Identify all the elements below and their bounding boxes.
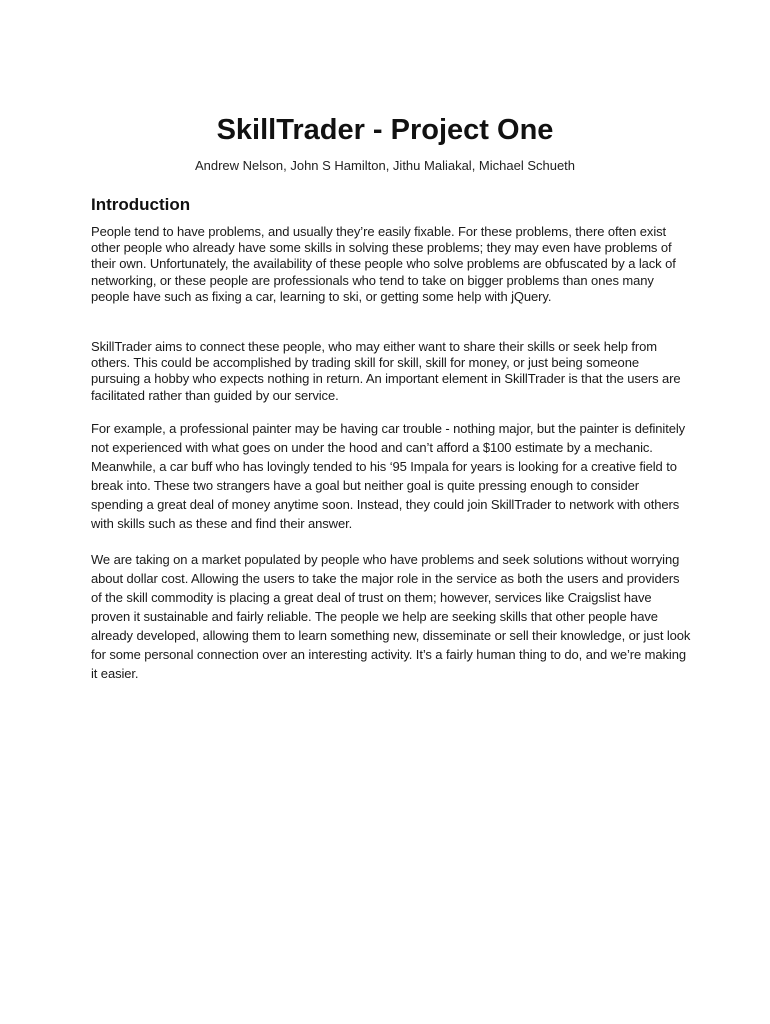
document-title: SkillTrader - Project One bbox=[216, 114, 554, 146]
paragraph-market: We are taking on a market populated by people who have problems and seek solutions without worrying about dollar cost. Allowing the users to take the major role in the service as both the users and providers of the skill commodity is placing a great deal of trust on them; however, services like Craigslist have proven it sustainable and fairly reliable. The people we help are seeking skills that other people have already developed, allowing them to learn something new, disseminate or sell their knowledge, or just look for some personal connection over an interesting activity. It’s a fairly human thing to do, and we’re making it easier. bbox=[91, 552, 691, 681]
paragraph-example: For example, a professional painter may be having car trouble - nothing major, but the painter is definitely not experienced with what goes on under the hood and can’t afford a $100 estimate by a mechanic. Meanwhile, a car buff who has lovingly tended to his ‘95 Impala for years is looking for a creative field to break into. These two strangers have a goal but neither goal is quite pressing enough to consider spending a great deal of money anytime soon. Instead, they could join SkillTrader to network with others with skills such as these and find their answer. bbox=[91, 421, 686, 531]
document-authors: Andrew Nelson, John S Hamilton, Jithu Maliakal, Michael Schueth bbox=[194, 158, 576, 173]
section-heading-introduction: Introduction bbox=[91, 195, 191, 214]
paragraph-skilltrader-aims: SkillTrader aims to connect these people, who may either want to share their skills or seek help from others. This could be accomplished by trading skill for skill, skill for money, or just being someone pursuing a hobby who expects nothing in return. An important element in SkillTrader is that the users are facilitated rather than guided by our service. bbox=[91, 339, 681, 403]
paragraph-problems: People tend to have problems, and usually they’re easily fixable. For these problems, there often exist other people who already have some skills in solving these problems; they may even have problems of their own. Unfortunately, the availability of these people who solve problems are obfuscated by a lack of networking, or these people are professionals who tend to take on bigger problems than ones many people have such as fixing a car, learning to ski, or getting some help with jQuery. bbox=[91, 224, 676, 304]
